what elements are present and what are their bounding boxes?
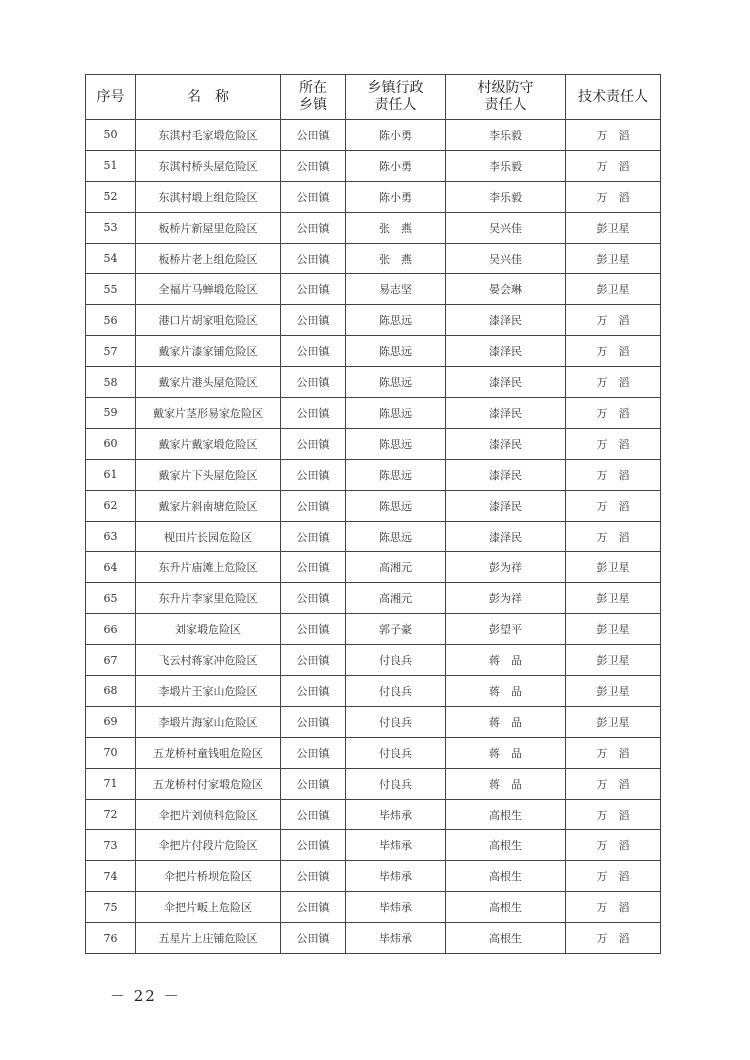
cell-village-responsible: 高根生 (446, 861, 566, 892)
cell-technical-responsible: 彭卫星 (566, 614, 661, 645)
cell-village-responsible: 漆泽民 (446, 428, 566, 459)
cell-town-responsible: 高湘元 (346, 552, 446, 583)
cell-town: 公田镇 (281, 490, 346, 521)
cell-technical-responsible: 万 滔 (566, 830, 661, 861)
cell-town-responsible: 张 燕 (346, 212, 446, 243)
cell-town: 公田镇 (281, 428, 346, 459)
table-row (86, 305, 661, 336)
cell-town: 公田镇 (281, 830, 346, 861)
cell-village-responsible: 高根生 (446, 830, 566, 861)
cell-town-responsible: 付良兵 (346, 737, 446, 768)
cell-village-responsible: 漆泽民 (446, 459, 566, 490)
cell-town-responsible: 付良兵 (346, 645, 446, 676)
cell-serial-number: 51 (86, 150, 136, 181)
cell-town-responsible: 陈思远 (346, 367, 446, 398)
cell-town: 公田镇 (281, 676, 346, 707)
cell-technical-responsible: 万 滔 (566, 861, 661, 892)
table-row (86, 181, 661, 212)
cell-town: 公田镇 (281, 150, 346, 181)
cell-technical-responsible: 彭卫星 (566, 274, 661, 305)
cell-town-responsible: 易志坚 (346, 274, 446, 305)
table-row (86, 212, 661, 243)
cell-town: 公田镇 (281, 768, 346, 799)
table-row (86, 274, 661, 305)
cell-village-responsible: 漆泽民 (446, 398, 566, 429)
cell-town-responsible: 付良兵 (346, 706, 446, 737)
cell-technical-responsible: 彭卫星 (566, 583, 661, 614)
cell-town: 公田镇 (281, 181, 346, 212)
header-name: 名 称 (136, 75, 281, 120)
header-village-defense-responsible: 村级防守 责任人 (446, 75, 566, 120)
responsibility-table (85, 74, 661, 954)
cell-area-name: 戴家片戴家塅危险区 (136, 428, 281, 459)
cell-town: 公田镇 (281, 305, 346, 336)
cell-town: 公田镇 (281, 336, 346, 367)
cell-serial-number: 67 (86, 645, 136, 676)
cell-technical-responsible: 万 滔 (566, 120, 661, 151)
cell-area-name: 李塅片王家山危险区 (136, 676, 281, 707)
table-row (86, 459, 661, 490)
cell-town: 公田镇 (281, 583, 346, 614)
cell-technical-responsible: 彭卫星 (566, 552, 661, 583)
cell-area-name: 戴家片漆家铺危险区 (136, 336, 281, 367)
cell-serial-number: 72 (86, 799, 136, 830)
table-row (86, 861, 661, 892)
cell-village-responsible: 彭望平 (446, 614, 566, 645)
header-town-admin-responsible: 乡镇行政 责任人 (346, 75, 446, 120)
cell-town-responsible: 陈小勇 (346, 181, 446, 212)
cell-village-responsible: 吴兴佳 (446, 212, 566, 243)
cell-town-responsible: 毕炜承 (346, 923, 446, 954)
cell-village-responsible: 高根生 (446, 892, 566, 923)
cell-town-responsible: 毕炜承 (346, 799, 446, 830)
header-town: 所在 乡镇 (281, 75, 346, 120)
cell-village-responsible: 蒋 品 (446, 737, 566, 768)
cell-technical-responsible: 彭卫星 (566, 243, 661, 274)
cell-town-responsible: 陈思远 (346, 490, 446, 521)
cell-town: 公田镇 (281, 212, 346, 243)
cell-town-responsible: 高湘元 (346, 583, 446, 614)
cell-technical-responsible: 万 滔 (566, 521, 661, 552)
cell-area-name: 李塅片海家山危险区 (136, 706, 281, 737)
cell-serial-number: 74 (86, 861, 136, 892)
cell-town-responsible: 陈思远 (346, 428, 446, 459)
cell-serial-number: 56 (86, 305, 136, 336)
cell-village-responsible: 漆泽民 (446, 305, 566, 336)
cell-town-responsible: 陈思远 (346, 521, 446, 552)
cell-technical-responsible: 万 滔 (566, 490, 661, 521)
table-row (86, 150, 661, 181)
cell-area-name: 五龙桥村付家塅危险区 (136, 768, 281, 799)
cell-area-name: 东淇村桥头屋危险区 (136, 150, 281, 181)
cell-village-responsible: 漆泽民 (446, 521, 566, 552)
cell-village-responsible: 蒋 品 (446, 645, 566, 676)
cell-serial-number: 53 (86, 212, 136, 243)
cell-town-responsible: 张 燕 (346, 243, 446, 274)
cell-town: 公田镇 (281, 645, 346, 676)
table-row (86, 521, 661, 552)
cell-serial-number: 70 (86, 737, 136, 768)
cell-town: 公田镇 (281, 367, 346, 398)
cell-village-responsible: 彭为祥 (446, 552, 566, 583)
cell-technical-responsible: 彭卫星 (566, 676, 661, 707)
cell-serial-number: 59 (86, 398, 136, 429)
page-number: － 22 － (110, 987, 181, 1005)
cell-technical-responsible: 彭卫星 (566, 706, 661, 737)
cell-village-responsible: 李乐毅 (446, 120, 566, 151)
cell-area-name: 戴家片下头屋危险区 (136, 459, 281, 490)
cell-village-responsible: 彭为祥 (446, 583, 566, 614)
table-row (86, 676, 661, 707)
cell-village-responsible: 蒋 品 (446, 768, 566, 799)
cell-town: 公田镇 (281, 521, 346, 552)
cell-town: 公田镇 (281, 861, 346, 892)
table-row (86, 428, 661, 459)
table-row (86, 892, 661, 923)
cell-serial-number: 69 (86, 706, 136, 737)
table-body (86, 120, 661, 954)
table-row (86, 490, 661, 521)
cell-technical-responsible: 万 滔 (566, 459, 661, 490)
cell-town: 公田镇 (281, 923, 346, 954)
cell-area-name: 刘家塅危险区 (136, 614, 281, 645)
cell-town-responsible: 陈思远 (346, 398, 446, 429)
cell-area-name: 伞把片桥坝危险区 (136, 861, 281, 892)
cell-technical-responsible: 万 滔 (566, 305, 661, 336)
cell-area-name: 板桥片新屋里危险区 (136, 212, 281, 243)
table-row (86, 243, 661, 274)
cell-town: 公田镇 (281, 120, 346, 151)
table-row (86, 645, 661, 676)
header-technical-responsible: 技术责任人 (566, 75, 661, 120)
cell-technical-responsible: 万 滔 (566, 923, 661, 954)
cell-town-responsible: 陈小勇 (346, 120, 446, 151)
table-row (86, 367, 661, 398)
cell-technical-responsible: 万 滔 (566, 737, 661, 768)
cell-technical-responsible: 彭卫星 (566, 212, 661, 243)
cell-technical-responsible: 彭卫星 (566, 645, 661, 676)
cell-technical-responsible: 万 滔 (566, 367, 661, 398)
cell-technical-responsible: 万 滔 (566, 892, 661, 923)
cell-town-responsible: 毕炜承 (346, 892, 446, 923)
cell-serial-number: 68 (86, 676, 136, 707)
table-row (86, 398, 661, 429)
cell-town: 公田镇 (281, 459, 346, 490)
cell-town: 公田镇 (281, 552, 346, 583)
cell-area-name: 东淇村毛家塅危险区 (136, 120, 281, 151)
table-row (86, 706, 661, 737)
cell-town: 公田镇 (281, 243, 346, 274)
table-row (86, 336, 661, 367)
cell-serial-number: 58 (86, 367, 136, 398)
cell-town: 公田镇 (281, 274, 346, 305)
table-row (86, 552, 661, 583)
table-row (86, 583, 661, 614)
cell-village-responsible: 蒋 品 (446, 706, 566, 737)
cell-serial-number: 50 (86, 120, 136, 151)
cell-town: 公田镇 (281, 706, 346, 737)
cell-town: 公田镇 (281, 799, 346, 830)
table-row (86, 120, 661, 151)
cell-town-responsible: 毕炜承 (346, 861, 446, 892)
table-header-row (86, 75, 661, 120)
cell-town-responsible: 毕炜承 (346, 830, 446, 861)
table-row (86, 768, 661, 799)
cell-town-responsible: 郭子豪 (346, 614, 446, 645)
table-row (86, 923, 661, 954)
table-row (86, 830, 661, 861)
cell-town-responsible: 陈思远 (346, 336, 446, 367)
cell-serial-number: 62 (86, 490, 136, 521)
cell-area-name: 东升片李家里危险区 (136, 583, 281, 614)
cell-area-name: 飞云村蒋家冲危险区 (136, 645, 281, 676)
cell-serial-number: 71 (86, 768, 136, 799)
cell-town-responsible: 陈思远 (346, 305, 446, 336)
cell-serial-number: 60 (86, 428, 136, 459)
cell-serial-number: 65 (86, 583, 136, 614)
cell-town-responsible: 陈小勇 (346, 150, 446, 181)
cell-technical-responsible: 万 滔 (566, 336, 661, 367)
cell-area-name: 板桥片老上组危险区 (136, 243, 281, 274)
cell-area-name: 全福片马蝉塅危险区 (136, 274, 281, 305)
cell-village-responsible: 漆泽民 (446, 336, 566, 367)
cell-village-responsible: 蒋 品 (446, 676, 566, 707)
cell-village-responsible: 高根生 (446, 923, 566, 954)
cell-town: 公田镇 (281, 737, 346, 768)
cell-town: 公田镇 (281, 614, 346, 645)
cell-town-responsible: 付良兵 (346, 768, 446, 799)
cell-technical-responsible: 万 滔 (566, 799, 661, 830)
cell-technical-responsible: 万 滔 (566, 150, 661, 181)
cell-serial-number: 57 (86, 336, 136, 367)
cell-technical-responsible: 万 滔 (566, 181, 661, 212)
cell-area-name: 戴家片港头屋危险区 (136, 367, 281, 398)
cell-serial-number: 54 (86, 243, 136, 274)
cell-area-name: 五龙桥村童钱咀危险区 (136, 737, 281, 768)
cell-area-name: 伞把片刘侦科危险区 (136, 799, 281, 830)
cell-village-responsible: 高根生 (446, 799, 566, 830)
cell-village-responsible: 晏会琳 (446, 274, 566, 305)
cell-serial-number: 55 (86, 274, 136, 305)
cell-area-name: 东升片庙滩上危险区 (136, 552, 281, 583)
table-row (86, 614, 661, 645)
table-row (86, 737, 661, 768)
cell-serial-number: 66 (86, 614, 136, 645)
cell-village-responsible: 李乐毅 (446, 181, 566, 212)
cell-technical-responsible: 万 滔 (566, 398, 661, 429)
cell-town-responsible: 付良兵 (346, 676, 446, 707)
cell-serial-number: 63 (86, 521, 136, 552)
cell-area-name: 伞把片付段片危险区 (136, 830, 281, 861)
table-row (86, 799, 661, 830)
cell-town: 公田镇 (281, 398, 346, 429)
header-serial-number: 序号 (86, 75, 136, 120)
cell-serial-number: 75 (86, 892, 136, 923)
cell-technical-responsible: 万 滔 (566, 768, 661, 799)
cell-area-name: 枧田片长园危险区 (136, 521, 281, 552)
cell-town-responsible: 陈思远 (346, 459, 446, 490)
cell-area-name: 港口片胡家咀危险区 (136, 305, 281, 336)
cell-area-name: 戴家片茎形易家危险区 (136, 398, 281, 429)
cell-village-responsible: 李乐毅 (446, 150, 566, 181)
cell-technical-responsible: 万 滔 (566, 428, 661, 459)
cell-village-responsible: 漆泽民 (446, 367, 566, 398)
cell-area-name: 东淇村塅上组危险区 (136, 181, 281, 212)
cell-village-responsible: 吴兴佳 (446, 243, 566, 274)
cell-village-responsible: 漆泽民 (446, 490, 566, 521)
cell-area-name: 伞把片畈上危险区 (136, 892, 281, 923)
cell-serial-number: 73 (86, 830, 136, 861)
cell-serial-number: 52 (86, 181, 136, 212)
cell-area-name: 五星片上庄铺危险区 (136, 923, 281, 954)
cell-serial-number: 64 (86, 552, 136, 583)
cell-town: 公田镇 (281, 892, 346, 923)
cell-serial-number: 76 (86, 923, 136, 954)
cell-serial-number: 61 (86, 459, 136, 490)
cell-area-name: 戴家片斜南塘危险区 (136, 490, 281, 521)
